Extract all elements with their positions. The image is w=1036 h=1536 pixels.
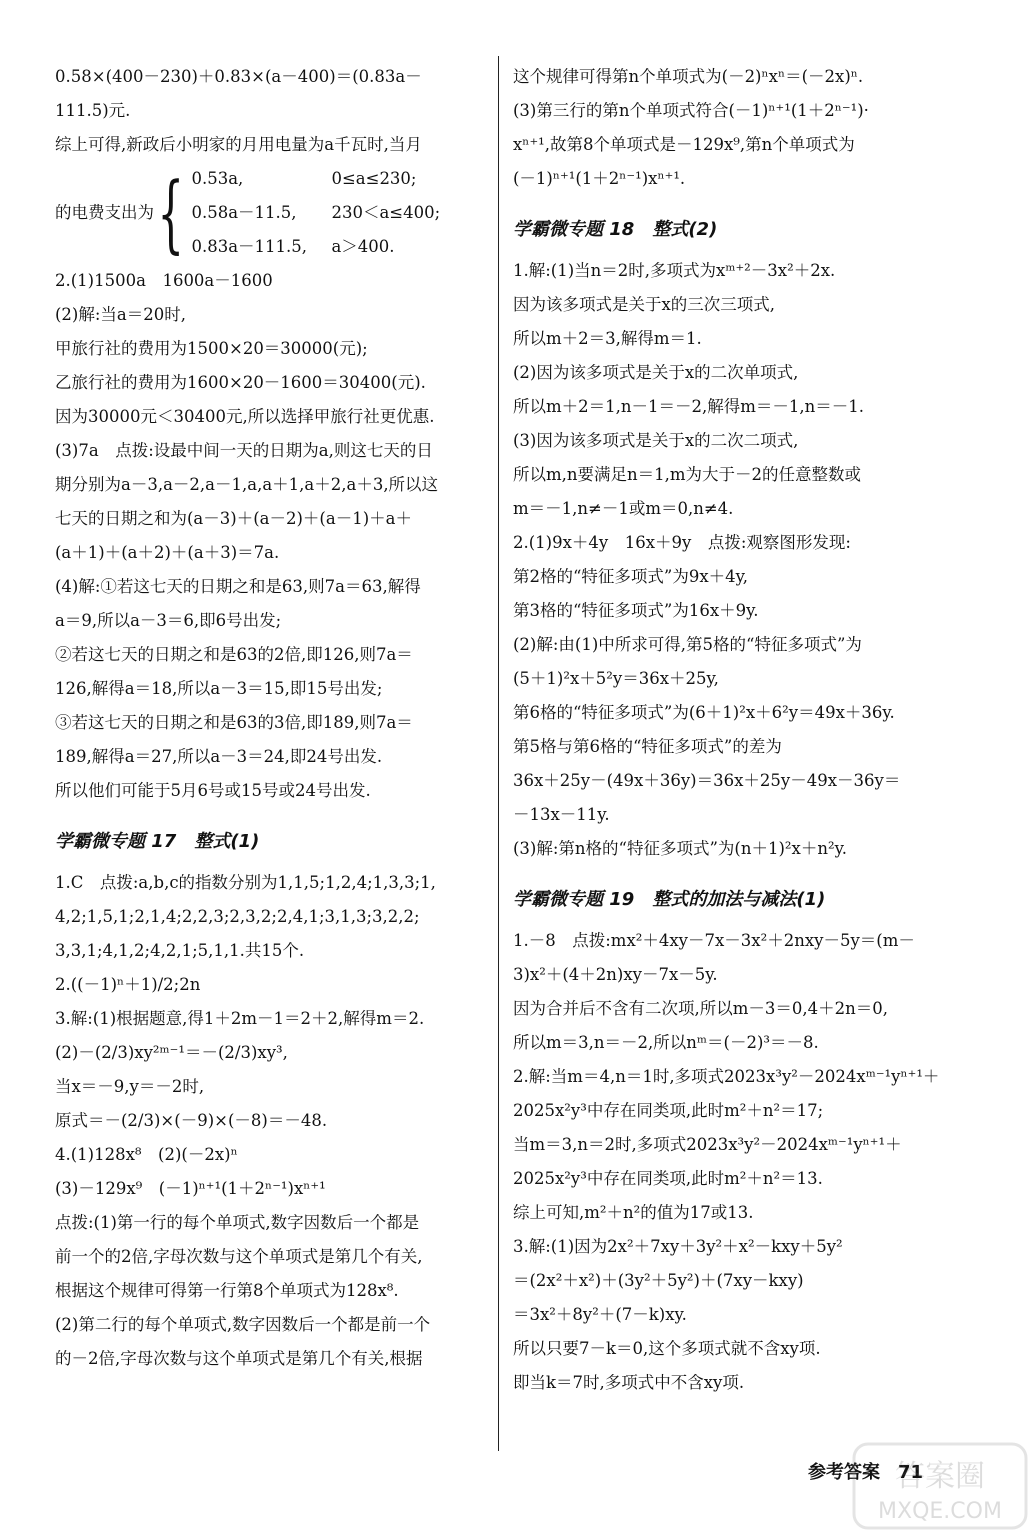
text-line: 甲旅行社的费用为1500×20＝30000(元); [55,339,368,358]
text-line: 0.58×(400－230)＋0.83×(a－400)＝(0.83a－ [55,67,422,86]
text-line: 126,解得a＝18,所以a－3＝15,即15号出发; [55,679,383,698]
heading-topic-18: 学霸微专题 18 整式(2) [513,219,718,240]
left-block-1 [55,60,485,128]
text-line: 3.解:(1)根据题意,得1＋2m－1＝2＋2,解得m＝2. [55,1009,425,1028]
text-line: 期分别为a－3,a－2,a－1,a,a＋1,a＋2,a＋3,所以这 [55,475,439,494]
cases-prefix: 的电费支出为 [55,203,154,222]
text-line: 原式＝－(2/3)×(－9)×(－8)＝－48. [55,1111,328,1130]
case-row [191,162,440,196]
case-row [191,196,440,230]
text-line: (3)因为该多项式是关于x的二次二项式, [513,431,799,450]
text-line: 111.5)元. [55,101,131,120]
text-line: 的－2倍,字母次数与这个单项式是第几个有关,根据 [55,1349,423,1368]
left-column [55,60,485,1376]
text-line: 36x＋25y－(49x＋36y)＝36x＋25y－49x－36y＝ [513,771,901,790]
text-line: 因为合并后不含有二次项,所以m－3＝0,4＋2n＝0, [513,999,888,1018]
text-line: －13x－11y. [513,805,610,824]
text-line: 点拨:(1)第一行的每个单项式,数字因数后一个都是 [55,1213,420,1232]
watermark-text-1: 答案圈 [895,1459,985,1494]
text-line: 所以m＝3,n＝－2,所以nᵐ＝(－2)³＝－8. [513,1033,819,1052]
text-line: 七天的日期之和为(a－3)＋(a－2)＋(a－1)＋a＋ [55,509,412,528]
case-expression: 0.83a－111.5, [191,237,308,256]
text-line: 即当k＝7时,多项式中不含xy项. [513,1373,745,1392]
case-condition: 0≤a≤230; [331,169,417,188]
text-line: (3)－129x⁹ (－1)ⁿ⁺¹(1＋2ⁿ⁻¹)xⁿ⁺¹ [55,1179,326,1198]
text-line: ③若这七天的日期之和是63的3倍,即189,则7a＝ [55,713,413,732]
watermark-logo [850,1440,1030,1532]
text-line: 因为该多项式是关于x的三次三项式, [513,295,776,314]
text-line: 1.－8 点拨:mx²＋4xy－7x－3x²＋2nxy－5y＝(m－ [513,931,915,950]
case-row [191,230,440,264]
text-line: a＝9,所以a－3＝6,即6号出发; [55,611,282,630]
right-block-3 [513,924,953,1400]
text-line: 第5格与第6格的“特征多项式”的差为 [513,737,782,756]
text-line: 3.解:(1)因为2x²＋7xy＋3y²＋x²－kxy＋5y² [513,1237,843,1256]
text-line: 所以m,n要满足n＝1,m为大于－2的任意整数或 [513,465,862,484]
text-line: (2)－(2/3)xy²ᵐ⁻¹＝－(2/3)xy³, [55,1043,288,1062]
case-expression: 0.58a－11.5, [191,203,297,222]
left-block-2 [55,128,485,162]
text-line: ＝(2x²＋x²)＋(3y²＋5y²)＋(7xy－kxy) [513,1271,804,1290]
text-line: m＝－1,n≠－1或m＝0,n≠4. [513,499,734,518]
text-line: 第6格的“特征多项式”为(6＋1)²x＋6²y＝49x＋36y. [513,703,895,722]
text-line: (5＋1)²x＋5²y＝36x＋25y, [513,669,719,688]
text-line: 第2格的“特征多项式”为9x＋4y, [513,567,749,586]
text-line: (2)解:当a＝20时, [55,305,187,324]
piecewise-cases [55,162,485,264]
text-line: 4,2;1,5,1;2,1,4;2,2,3;2,3,2;2,4,1;3,1,3;3,2,2; [55,907,420,926]
text-line: 3,3,1;4,1,2;4,2,1;5,1,1.共15个. [55,941,305,960]
text-line: 2.解:当m＝4,n＝1时,多项式2023x³y²－2024xᵐ⁻¹yⁿ⁺¹＋ [513,1067,940,1086]
text-line: 2.(1)9x＋4y 16x＋9y 点拨:观察图形发现: [513,533,851,552]
text-line: 综上可知,m²＋n²的值为17或13. [513,1203,754,1222]
text-line: 前一个的2倍,字母次数与这个单项式是第几个有关, [55,1247,423,1266]
text-line: 2.((－1)ⁿ＋1)/2;2n [55,975,201,994]
right-block-1 [513,60,953,196]
text-line: (3)解:第n格的“特征多项式”为(n＋1)²x＋n²y. [513,839,847,858]
heading-topic-17: 学霸微专题 17 整式(1) [55,831,260,852]
page-footer: 参考答案 71 [808,1462,924,1483]
text-line: 当m＝3,n＝2时,多项式2023x³y²－2024xᵐ⁻¹yⁿ⁺¹＋ [513,1135,902,1154]
heading-topic-19: 学霸微专题 19 整式的加法与减法(1) [513,889,826,910]
left-block-4 [55,866,485,1376]
text-line: 1.解:(1)当n＝2时,多项式为xᵐ⁺²－3x²＋2x. [513,261,836,280]
text-line: 根据这个规律可得第一行第8个单项式为128x⁸. [55,1281,399,1300]
text-line: (4)解:①若这七天的日期之和是63,则7a＝63,解得 [55,577,421,596]
cases-list [191,162,440,264]
text-line: 第3格的“特征多项式”为16x＋9y. [513,601,759,620]
text-line: 这个规律可得第n个单项式为(－2)ⁿxⁿ＝(－2x)ⁿ. [513,67,864,86]
text-line: ＝3x²＋8y²＋(7－k)xy. [513,1305,687,1324]
text-line: 综上可得,新政后小明家的月用电量为a千瓦时,当月 [55,135,422,154]
text-line: 2025x²y³中存在同类项,此时m²＋n²＝13. [513,1169,823,1188]
text-line: 所以m＋2＝1,n－1＝－2,解得m＝－1,n＝－1. [513,397,865,416]
text-line: 因为30000元＜30400元,所以选择甲旅行社更优惠. [55,407,435,426]
text-line: 所以只要7－k＝0,这个多项式就不含xy项. [513,1339,821,1358]
right-column [513,60,953,1400]
text-line: 1.C 点拨:a,b,c的指数分别为1,1,5;1,2,4;1,3,3;1, [55,873,436,892]
text-line: 所以m＋2＝3,解得m＝1. [513,329,702,348]
case-expression: 0.53a, [191,169,244,188]
text-line: (2)第二行的每个单项式,数字因数后一个都是前一个 [55,1315,431,1334]
case-condition: a＞400. [331,237,395,256]
watermark-text-2: MXQE.COM [878,1499,1002,1524]
text-line: ②若这七天的日期之和是63的2倍,即126,则7a＝ [55,645,413,664]
text-line: 2.(1)1500a 1600a－1600 [55,271,273,290]
text-line: xⁿ⁺¹,故第8个单项式是－129x⁹,第n个单项式为 [513,135,855,154]
text-line: 乙旅行社的费用为1600×20－1600＝30400(元). [55,373,426,392]
text-line: (3)第三行的第n个单项式符合(－1)ⁿ⁺¹(1＋2ⁿ⁻¹)· [513,101,869,120]
text-line: (2)解:由(1)中所求可得,第5格的“特征多项式”为 [513,635,862,654]
text-line: (3)7a 点拨:设最中间一天的日期为a,则这七天的日 [55,441,433,460]
text-line: 2025x²y³中存在同类项,此时m²＋n²＝17; [513,1101,824,1120]
text-line: 189,解得a＝27,所以a－3＝24,即24号出发. [55,747,383,766]
text-line: 3)x²＋(4＋2n)xy－7x－5y. [513,965,718,984]
text-line: 所以他们可能于5月6号或15号或24号出发. [55,781,371,800]
left-block-3 [55,264,485,808]
text-line: (－1)ⁿ⁺¹(1＋2ⁿ⁻¹)xⁿ⁺¹. [513,169,686,188]
text-line: 4.(1)128x⁸ (2)(－2x)ⁿ [55,1145,238,1164]
left-brace: { [157,164,185,262]
text-line: 当x＝－9,y＝－2时, [55,1077,205,1096]
column-divider [498,56,499,1451]
text-line: (2)因为该多项式是关于x的二次单项式, [513,363,799,382]
right-block-2 [513,254,953,866]
case-condition: 230＜a≤400; [331,203,441,222]
text-line: (a＋1)＋(a＋2)＋(a＋3)＝7a. [55,543,280,562]
